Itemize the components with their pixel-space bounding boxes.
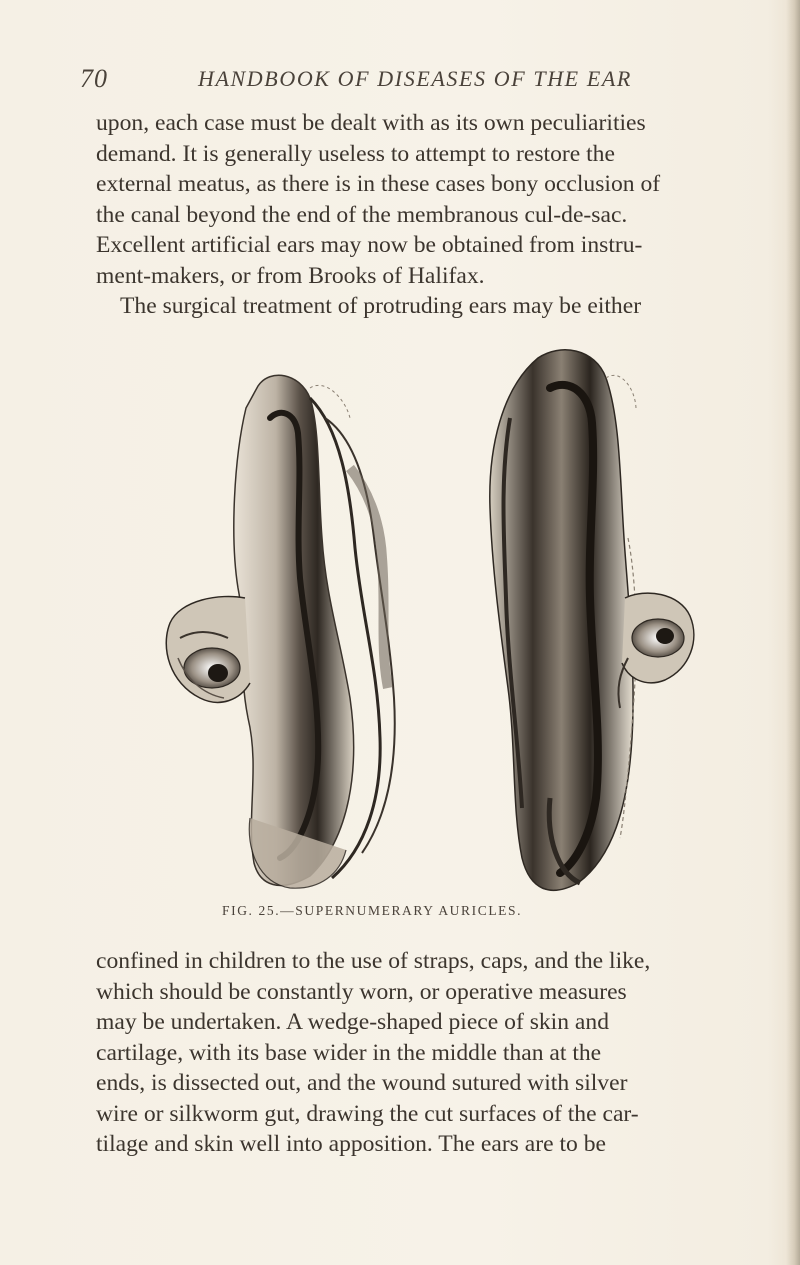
right-ear-drawing [490, 350, 694, 890]
text-line: Excellent artificial ears may now be obtained from instru- [96, 232, 643, 258]
figure-caption: FIG. 25.—SUPERNUMERARY AURICLES. [222, 903, 523, 918]
text-line: ends, is dissected out, and the wound sutured with silver [96, 1070, 628, 1096]
text-line: may be undertaken. A wedge-shaped piece of skin and [96, 1009, 609, 1035]
text-line: the canal beyond the end of the membranous cul-de-sac. [96, 201, 628, 228]
figure-supernumerary-auricles [150, 338, 710, 893]
paragraph-top [96, 108, 762, 322]
ear-illustration [150, 338, 710, 893]
text-line: demand. It is generally useless to attempt to restore the [96, 140, 615, 167]
left-ear-drawing [166, 375, 395, 888]
text-line: external meatus, as there is in these cases bony occlusion of [96, 171, 661, 197]
text-line: wire or silkworm gut, drawing the cut surfaces of the car- [96, 1100, 639, 1127]
text-line: confined in children to the use of straps, caps, and the like, [96, 948, 651, 974]
text-line: upon, each case must be dealt with as its own peculiarities [96, 110, 646, 136]
text-line: The surgical treatment of protruding ears may be either [120, 293, 642, 319]
text-line: tilage and skin well into apposition. The ears are to be [96, 1131, 606, 1157]
text-line: ment-makers, or from Brooks of Halifax. [96, 262, 485, 289]
page-number: 70 [80, 64, 108, 93]
text-line: cartilage, with its base wider in the middle than at the [96, 1039, 602, 1066]
text-line: which should be constantly worn, or operative measures [96, 978, 627, 1005]
page-edge-shadow [786, 0, 800, 1265]
running-head: HANDBOOK OF DISEASES OF THE EAR [198, 66, 632, 91]
page-header [80, 64, 760, 100]
paragraph-bottom [96, 946, 762, 1160]
